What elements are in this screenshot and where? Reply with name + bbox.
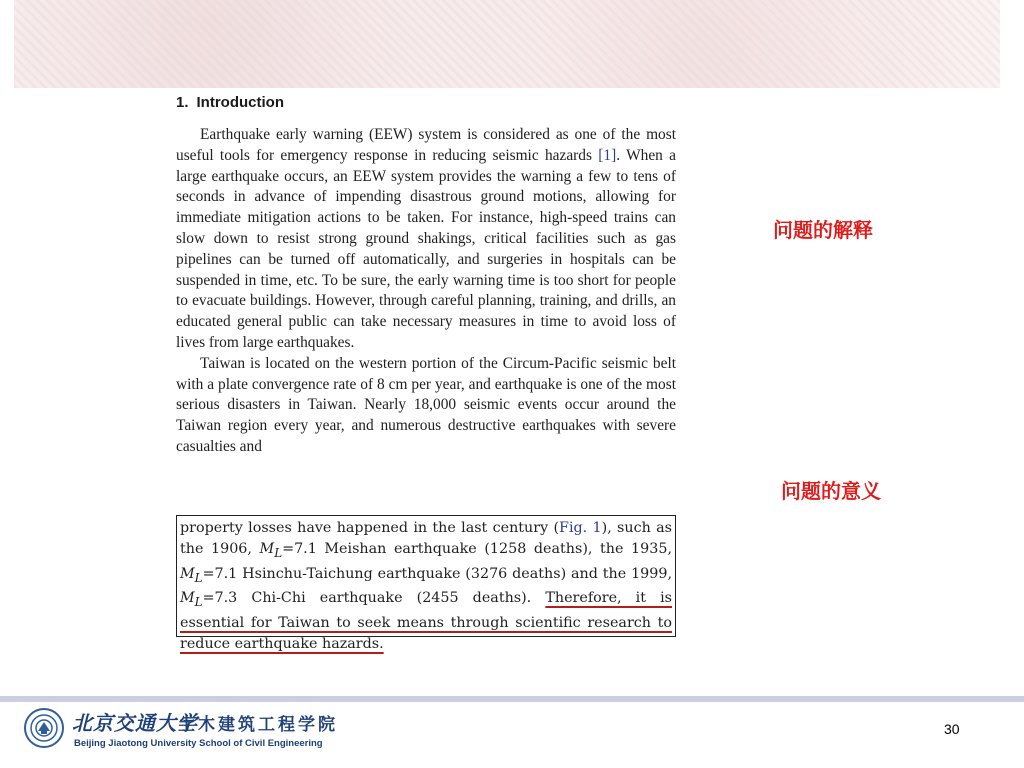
footer-divider xyxy=(0,696,1024,702)
magnitude-subscript: L xyxy=(194,570,203,585)
paragraph-1-text-a: Earthquake early warning (EEW) system is considered as one of the most useful tools for emergency response in reducing seismic hazards xyxy=(176,126,676,164)
school-name-en: Beijing Jiaotong University School of Civil Engineering xyxy=(74,738,323,749)
section-heading xyxy=(176,94,676,111)
university-logo-icon xyxy=(24,708,64,748)
paragraph-1-text-b: . When a large earthquake occurs, an EEW system provides the warning a few to tens of seconds in advance of impending disastrous ground motions, allowing for immediate mitigation actions to be taken. For instance, high-speed trains can slow down to resist strong ground shakings, critical facilities such as gas pipelines can be turned off automatically, and surgeries in hospitals can be suspended in time, etc. To be sure, the early warning time is too short for people to evacuate buildings. However, through careful planning, training, and drills, an educated general public can take necessary measures in time to avoid loss of lives from large earthquakes. xyxy=(176,146,676,351)
citation-link[interactable]: [1] xyxy=(598,146,617,164)
paragraph-2: Taiwan is located on the western portion of the Circum-Pacific seismic belt with a plate convergence rate of 8 cm per year, and earthquake is one of the most serious disasters in Taiwan. Nearly 18,000 seismic events occur around the Taiwan region every year, and numerous destructive earthquakes with severe casualties and xyxy=(176,354,676,455)
boxed-excerpt xyxy=(176,515,676,653)
box-text-a: property losses have happened in the last century ( xyxy=(180,520,560,536)
paragraph-1 xyxy=(176,125,676,354)
paper-excerpt xyxy=(176,94,676,458)
magnitude-symbol: M xyxy=(259,540,275,557)
decorative-header-band xyxy=(14,0,1000,88)
annotation-problem-explanation: 问题的解释 xyxy=(773,218,873,242)
section-number: 1. xyxy=(176,94,189,111)
section-title: Introduction xyxy=(196,94,284,111)
magnitude-subscript: L xyxy=(274,545,283,560)
magnitude-symbol: M xyxy=(180,565,195,582)
highlighted-conclusion: Therefore, it is essential for Taiwan to seek means through scientific research to reduce earthquake hazards. xyxy=(180,590,673,653)
box-text-d: =7.1 Hsinchu-Taichung earthquake (3276 deaths) and the 1999, xyxy=(202,565,672,582)
box-text-e: =7.3 Chi-Chi earthquake (2455 deaths). xyxy=(202,590,546,607)
university-name-cn: 北京交通大学 xyxy=(72,711,198,735)
school-name-cn: 土木建筑工程学院 xyxy=(178,715,338,735)
magnitude-subscript: L xyxy=(194,595,203,610)
annotation-problem-significance: 问题的意义 xyxy=(781,479,881,503)
magnitude-symbol: M xyxy=(180,590,195,607)
figure-reference-link[interactable]: Fig. 1 xyxy=(559,520,602,536)
page-number: 30 xyxy=(944,721,960,737)
box-text-c: =7.1 Meishan earthquake (1258 deaths), the 1935, xyxy=(282,540,672,557)
box-text-b: ), such as the 1906, xyxy=(180,520,672,557)
